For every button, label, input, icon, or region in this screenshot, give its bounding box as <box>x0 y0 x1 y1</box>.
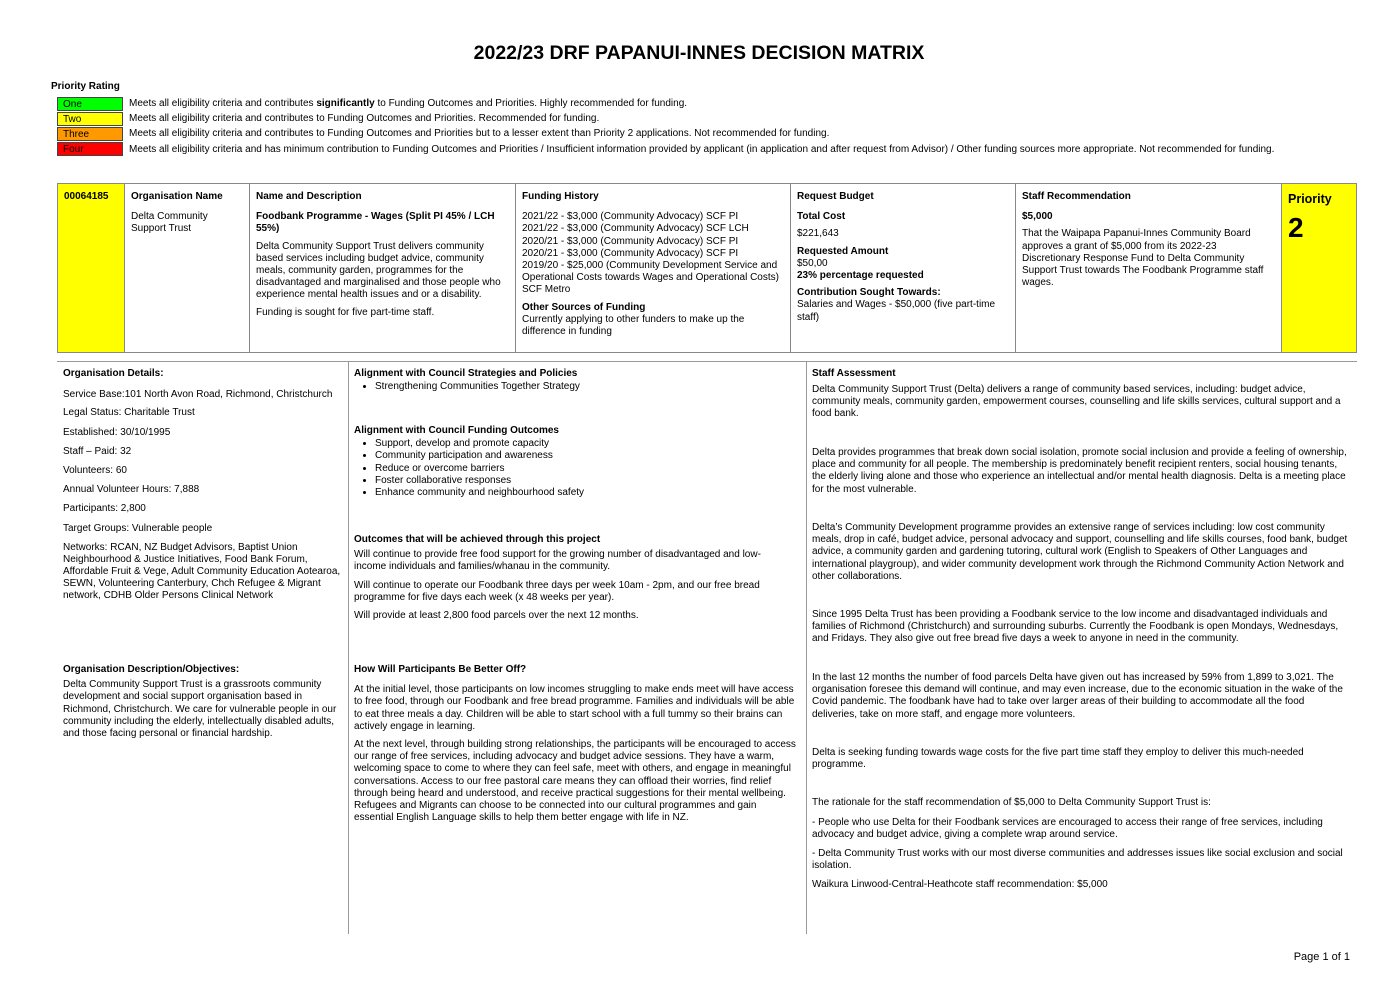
staff-recommendation-cell <box>1016 184 1282 352</box>
staff-recommendation-text: That the Waipapa Papanui-Innes Community Board approves a grant of $5,000 from its 2022-23 Discretionary Response Fund to Delta Community Support Trust towards The Foodbank Programme staff wages. <box>1022 228 1264 289</box>
better-off-heading: How Will Participants Be Better Off? <box>354 664 527 675</box>
organisation-details-heading: Organisation Details: <box>63 368 164 379</box>
organisation-name-header: Organisation Name <box>131 191 223 202</box>
outcome-item: • Enhance community and neighbourhood safety <box>375 487 798 499</box>
request-budget-header: Request Budget <box>797 191 874 202</box>
priority-desc-one: Meets all eligibility criteria and contributes significantly to Funding Outcomes and Priorities. Highly recommended for funding. <box>129 98 688 109</box>
application-summary-table <box>57 183 1357 353</box>
funding-history-header: Funding History <box>522 191 599 202</box>
funding-history-cell <box>516 184 791 352</box>
assessment-paragraph: Delta’s Community Development programme provides an extensive range of services including: low cost community meals, drop in café, budget advice, personal advocacy and support, counselling and life skills courses, food bank, budget advice, a community garden and gardening tutoring, cultural work (English to Speakers of Other Languages and international playgroup), and wider community development work through the Richmond Community Action Network and other collaborations. <box>812 522 1348 582</box>
project-note: Funding is sought for five part-time staff. <box>256 306 435 318</box>
priority-value: 2 <box>1288 212 1304 244</box>
priority-desc-three: Meets all eligibility criteria and contributes to Funding Outcomes and Priorities but to a lesser extent than Priority 2 applications. Not recommended for funding. <box>129 128 830 139</box>
organisation-name-cell <box>125 184 250 352</box>
funding-history-item: 2021/22 - $3,000 (Community Advocacy) SCF PI <box>522 211 739 223</box>
staff-recommendation-header: Staff Recommendation <box>1022 191 1131 202</box>
project-title: Foodbank Programme - Wages (Split PI 45% / LCH 55%) <box>256 211 495 235</box>
funding-history-item: 2021/22 - $3,000 (Community Advocacy) SCF LCH <box>522 223 749 235</box>
staff-assessment-heading: Staff Assessment <box>812 368 896 379</box>
staff-recommendation-amount: $5,000 <box>1022 211 1053 223</box>
assessment-paragraph: Delta Community Support Trust (Delta) delivers a range of community based services, including: budget advice, community meals, community garden, empowerment courses, counselling and life skills services, cultural support and a food bank. <box>812 384 1341 420</box>
better-off-paragraph: At the next level, through building strong relationships, the participants will be encouraged to access our range of free services, including advocacy and budget advice sessions. They have a warm, welcoming space to come to where they can feel safe, meet with others, and engage in meaningful conversations. Access to our free pastoral care means they can offload their worries, find relief through being heard and understood, and receive practical suggestions for their mental wellbeing. Refugees and Migrants can choose to be connected into our cultural programmes and gain essential English Language skills to help them better engage with life in NZ. <box>354 738 796 824</box>
volunteers: Volunteers: 60 <box>63 464 127 476</box>
name-description-cell <box>250 184 516 352</box>
percentage-requested: 23% percentage requested <box>797 269 924 281</box>
strategy-item: • Strengthening Communities Together Strategy <box>375 381 798 393</box>
alignment-outcomes-heading: Alignment with Council Funding Outcomes <box>354 425 559 436</box>
assessment-paragraph: - Delta Community Trust works with our most diverse communities and addresses issues like social exclusion and social isolation. <box>812 848 1343 872</box>
funding-history-item: 2020/21 - $3,000 (Community Advocacy) SCF PI <box>522 235 739 247</box>
organisation-description <box>63 664 343 740</box>
priority-swatch-four: Four <box>57 142 123 156</box>
project-outcomes-heading: Outcomes that will be achieved through this project <box>354 534 601 545</box>
outcome-paragraph: Will continue to provide free food support for the growing number of disadvantaged and low-income individuals and families/whanau in the community. <box>354 549 761 573</box>
alignment-strategies <box>354 368 798 393</box>
assessment-paragraph: Delta is seeking funding towards wage costs for the five part time staff they employ to deliver this much-needed programme. <box>812 747 1304 771</box>
alignment-outcomes <box>354 425 798 499</box>
priority-desc-four: Meets all eligibility criteria and has minimum contribution to Funding Outcomes and Priorities / Insufficient information provided by applicant (in application and after request from Advisor) / Other funding sources more appropriate. Not recommended for funding. <box>129 144 1275 155</box>
participants: Participants: 2,800 <box>63 503 146 515</box>
priority-desc-two: Meets all eligibility criteria and contributes to Funding Outcomes and Priorities. Recommended for funding. <box>129 113 600 124</box>
priority-rating-heading: Priority Rating <box>51 81 120 92</box>
staff-assessment <box>812 368 1352 383</box>
organisation-details <box>63 368 343 603</box>
organisation-description-heading: Organisation Description/Objectives: <box>63 664 240 675</box>
total-cost-value: $221,643 <box>797 228 839 240</box>
assessment-paragraph: Waikura Linwood-Central-Heathcote staff recommendation: $5,000 <box>812 879 1108 890</box>
application-id: 00064185 <box>64 191 109 202</box>
staff-paid: Staff – Paid: 32 <box>63 445 132 457</box>
priority-swatch-one: One <box>57 97 123 111</box>
organisation-name: Delta Community Support Trust <box>131 211 208 235</box>
other-sources-header: Other Sources of Funding <box>522 301 646 313</box>
assessment-paragraph: The rationale for the staff recommendation of $5,000 to Delta Community Support Trust is: <box>812 797 1211 808</box>
assessment-paragraph: - People who use Delta for their Foodbank services are encouraged to access their range of free services, including advocacy and budget advice, giving a complete wrap around service. <box>812 817 1323 841</box>
section-divider <box>57 361 1357 362</box>
application-id-cell <box>58 184 125 352</box>
funding-history-item: 2020/21 - $3,000 (Community Advocacy) SCF PI <box>522 247 739 259</box>
priority-cell <box>1282 184 1356 352</box>
project-description: Delta Community Support Trust delivers community based services including budget advice, community meals, community garden, programmes for the disadvantaged and marginalised and those people who experience mental health issues and or a disability. <box>256 240 501 301</box>
name-description-header: Name and Description <box>256 191 362 202</box>
participants-better-off <box>354 664 798 824</box>
organisation-description-text: Delta Community Support Trust is a grassroots community development and social support organisation based in Richmond, Christchurch. We care for vulnerable people in our community including the elderly, intellectually disabled adults, and those facing personal or financial hardship. <box>63 679 337 739</box>
networks: Networks: RCAN, NZ Budget Advisors, Baptist Union Neighbourhood & Justice Initiatives, Food Bank Forum, Affordable Fruit & Vege, Adult Community Education Aotearoa, SEWN, Volunteering Canterbury, Chch Refugee & Migrant network, CDHB Older Persons Clinical Network <box>63 541 341 602</box>
contribution-label: Contribution Sought Towards: <box>797 287 941 299</box>
column-divider <box>806 362 807 934</box>
legal-status: Legal Status: Charitable Trust <box>63 407 195 419</box>
assessment-paragraph: In the last 12 months the number of food parcels Delta have given out has increased by 59% from 1,899 to 3,021. The organisation foresee this demand will continue, and may even increase, due to the economic situation in the wake of the Covid pandemic. The foodbank have had to take over larger areas of their building to accommodate all the food deliveries, take on more staff, and engage more volunteers. <box>812 672 1343 720</box>
volunteer-hours: Annual Volunteer Hours: 7,888 <box>63 484 200 496</box>
priority-swatch-three: Three <box>57 127 123 141</box>
funding-history-item: 2019/20 - $25,000 (Community Development Service and Operational Costs towards Wages and Operational Costs) SCF Metro <box>522 259 779 296</box>
assessment-paragraph: Delta provides programmes that break down social isolation, promote social inclusion and provide a feeling of ownership, place and community for all people. The membership is predominately benefit recipient renters, social housing tenants, the elderly living alone and those who experience an intellectual and/or mental health diagnosis. Delta is a meeting place for the most vulnerable. <box>812 447 1347 495</box>
established-date: Established: 30/10/1995 <box>63 426 171 438</box>
total-cost-label: Total Cost <box>797 211 846 223</box>
project-outcomes <box>354 534 792 622</box>
target-groups: Target Groups: Vulnerable people <box>63 522 213 534</box>
service-base: Service Base:101 North Avon Road, Richmond, Christchurch <box>63 389 333 401</box>
column-divider <box>348 362 349 934</box>
outcome-item: • Foster collaborative responses <box>375 475 798 487</box>
priority-header: Priority <box>1288 192 1332 206</box>
requested-amount-label: Requested Amount <box>797 245 889 257</box>
priority-swatch-two: Two <box>57 112 123 126</box>
outcome-paragraph: Will provide at least 2,800 food parcels over the next 12 months. <box>354 609 639 621</box>
other-sources-text: Currently applying to other funders to make up the difference in funding <box>522 313 745 337</box>
page-number: Page 1 of 1 <box>1293 951 1350 963</box>
alignment-strategies-heading: Alignment with Council Strategies and Policies <box>354 368 578 379</box>
outcome-item: • Community participation and awareness <box>375 450 798 462</box>
better-off-paragraph: At the initial level, those participants on low incomes struggling to make ends meet will have access to free food, through our Foodbank and free bread programme. Families and individuals will be able to eat three meals a day. Children will be able to start school with a full tummy so their brains can actively engage in learning. <box>354 684 795 732</box>
contribution-text: Salaries and Wages - $50,000 (five part-time staff) <box>797 299 996 323</box>
request-budget-cell <box>791 184 1016 352</box>
page-title: 2022/23 DRF PAPANUI-INNES DECISION MATRIX <box>473 42 925 64</box>
outcome-item: • Reduce or overcome barriers <box>375 463 798 475</box>
outcome-paragraph: Will continue to operate our Foodbank three days per week 10am - 2pm, and our free bread programme for five days each week (x 48 weeks per year). <box>354 579 760 603</box>
requested-amount-value: $50,00 <box>797 257 828 269</box>
assessment-paragraph: Since 1995 Delta Trust has been providing a Foodbank service to the low income and disadvantaged individuals and families of Richmond (Christchurch) and surrounding suburbs. Currently the Foodbank is open Mondays, Wednesdays, and Fridays. They also give out free bread five days a week to anyone in need in the community. <box>812 609 1339 645</box>
outcome-item: • Support, develop and promote capacity <box>375 438 798 450</box>
